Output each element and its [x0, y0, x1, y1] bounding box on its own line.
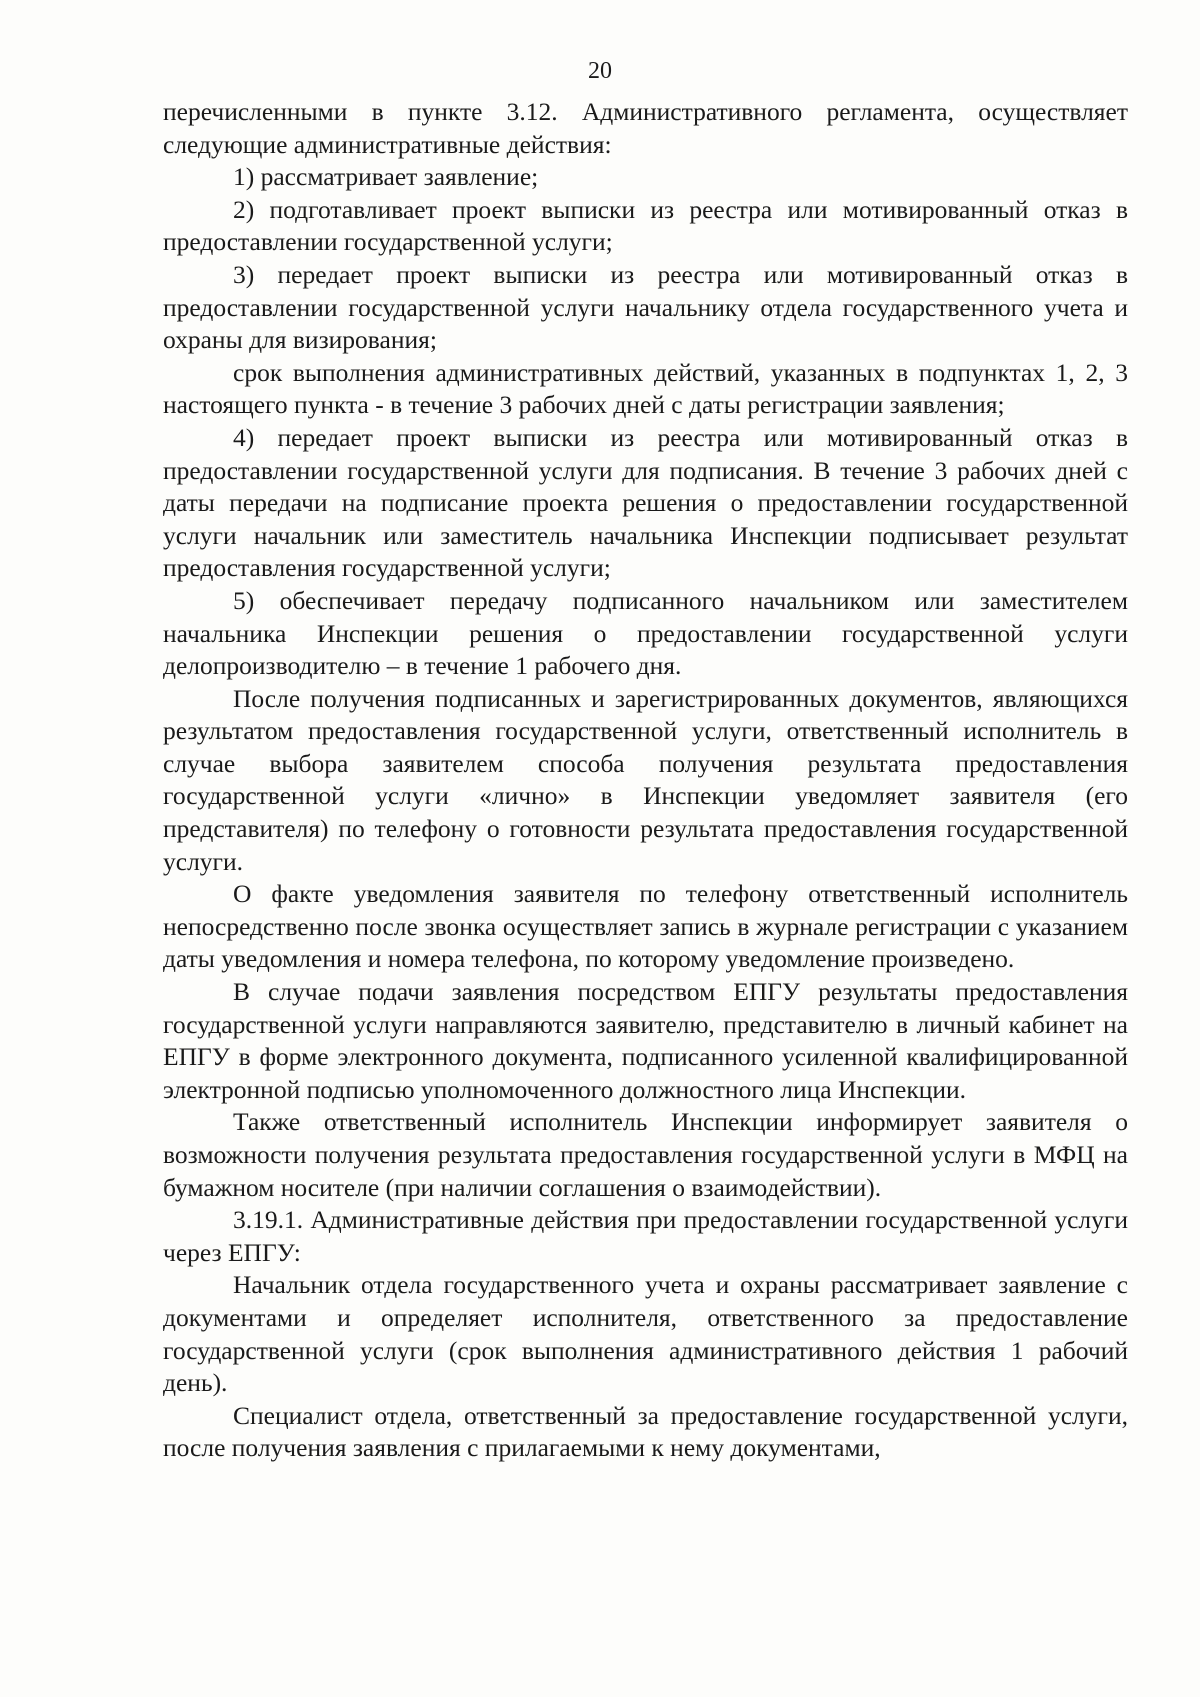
- page-number: 20: [588, 58, 612, 84]
- paragraph-notification: После получения подписанных и зарегистрированных документов, являющихся результатом предоставления государственной услуги, ответственный исполнитель в случае выбора заявителем способа получения результата предоставления государственной услуги «лично» в Инспекции уведомляет заявителя (его представителя) по телефону о готовности результата предоставления государственной услуги.: [163, 683, 1128, 876]
- paragraph-deadline: срок выполнения административных действий, указанных в подпунктах 1, 2, 3 настоящего пункта - в течение 3 рабочих дней с даты регистрации заявления;: [163, 357, 1128, 420]
- paragraph-section-3-19-1: 3.19.1. Административные действия при предоставлении государственной услуги через ЕПГУ:: [163, 1205, 1128, 1267]
- paragraph-item-3: 3) передает проект выписки из реестра или мотивированный отказ в предоставлении государственной услуги начальнику отдела государственного учета и охраны для визирования;: [163, 259, 1128, 355]
- paragraph-item-4: 4) передает проект выписки из реестра или мотивированный отказ в предоставлении государственной услуги для подписания. В течение 3 рабочих дней с даты передачи на подписание проекта решения о предоставлении государственной услуги начальник или заместитель начальника Инспекции подписывает результат предоставления государственной услуги;: [163, 422, 1128, 583]
- paragraph-epgu-results: В случае подачи заявления посредством ЕПГУ результаты предоставления государственной услуги направляются заявителю, представителю в личный кабинет на ЕПГУ в форме электронного документа, подписанного усиленной квалифицированной электронной подписью уполномоченного должностного лица Инспекции.: [163, 977, 1128, 1104]
- paragraph-item-1: 1) рассматривает заявление;: [233, 162, 539, 192]
- paragraph-head-review: Начальник отдела государственного учета и охраны рассматривает заявление с документами и определяет исполнителя, ответственного за предоставление государственной услуги (срок выполнения административного действия 1 рабочий день).: [163, 1270, 1128, 1398]
- paragraph-intro: перечисленными в пункте 3.12. Административного регламента, осуществляет следующие административные действия:: [163, 97, 1128, 159]
- paragraph-item-5: 5) обеспечивает передачу подписанного начальником или заместителем начальника Инспекции решения о предоставлении государственной услуги делопроизводителю – в течение 1 рабочего дня.: [163, 585, 1128, 681]
- document-body: [163, 96, 1128, 1465]
- paragraph-phone-record: О факте уведомления заявителя по телефону ответственный исполнитель непосредственно после звонка осуществляет запись в журнале регистрации с указанием даты уведомления и номера телефона, по которому уведомление произведено.: [163, 879, 1128, 974]
- paragraph-specialist: Специалист отдела, ответственный за предоставление государственной услуги, после получения заявления с прилагаемыми к нему документами,: [163, 1400, 1128, 1463]
- paragraph-item-2: 2) подготавливает проект выписки из реестра или мотивированный отказ в предоставлении государственной услуги;: [163, 194, 1128, 257]
- paragraph-mfc-info: Также ответственный исполнитель Инспекции информирует заявителя о возможности получения результата предоставления государственной услуги в МФЦ на бумажном носителе (при наличии соглашения о взаимодействии).: [163, 1107, 1128, 1202]
